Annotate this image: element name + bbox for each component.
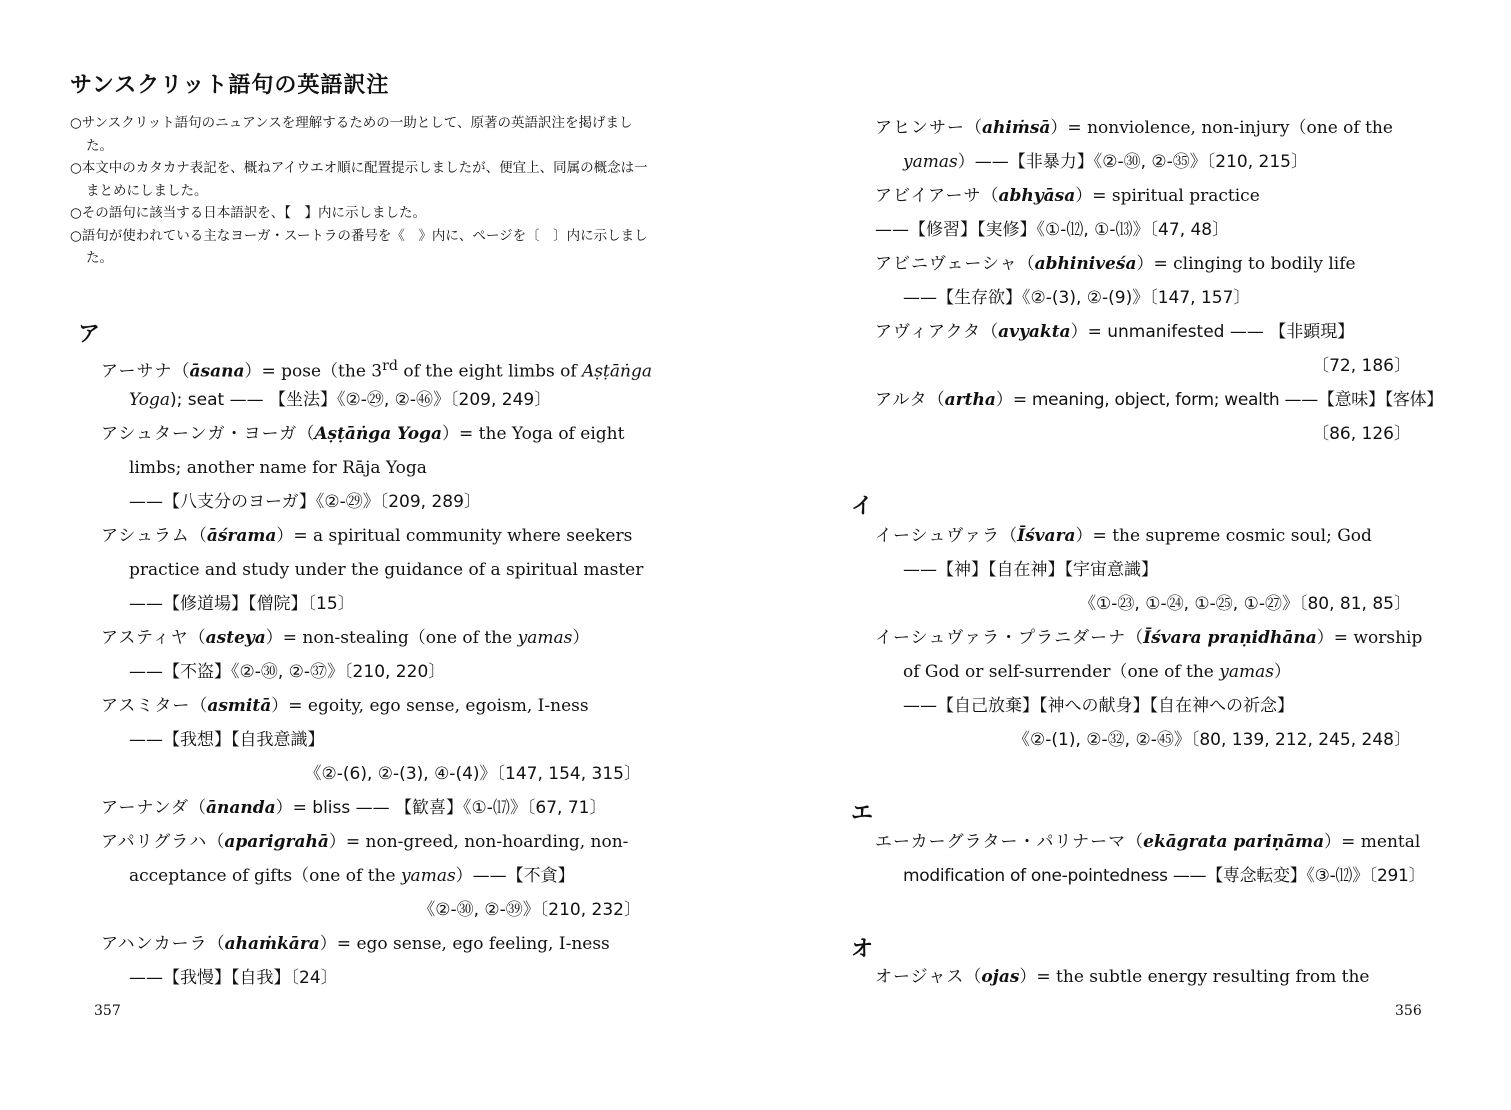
entry-avyakta: アヴィアクタ（avyakta）= unmanifested —— 【非顕現】 (875, 322, 1355, 342)
entry-translation: ）——【不貪】 (455, 866, 575, 886)
entry-abhinivesha: アビニヴェーシャ（abhiniveśa）= clinging to bodily life (875, 254, 1356, 274)
entry-term: アスティヤ (101, 628, 189, 648)
entry-definition: = the Yoga of eight (459, 424, 625, 444)
entry-sanskrit: artha (944, 390, 996, 410)
entry-abhyasa: アビイアーサ（abhyāsa）= spiritual practice (875, 186, 1260, 206)
entry-definition: = ego sense, ego feeling, I-ness (336, 934, 610, 954)
entry-continuation (875, 145, 1411, 179)
entry-definition: = bliss —— 【歓喜】《①-⒄》〔67, 71〕 (292, 798, 607, 818)
entry-asteya: アスティヤ（asteya）= non-stealing（one of the yamas） (101, 628, 590, 648)
entry-term: アスミター (101, 696, 191, 716)
entry-references: modification of one-pointedness ——【専念転変】《③-⑿》〔291〕 (903, 866, 1426, 886)
entry-sanskrit: aparigrahā (224, 832, 329, 852)
entry-references: 〔72, 186〕 (1312, 356, 1411, 376)
entry-sanskrit: abhiniveśa (1034, 254, 1137, 274)
entry-references: 《②-㉚, ②-㊴》〔210, 232〕 (418, 900, 641, 920)
entry-sanskrit: Īśvara (1017, 526, 1076, 546)
left-page (0, 0, 755, 1110)
entry-emphasis: yamas (400, 866, 456, 886)
entry-references: ); seat —— 【坐法】《②-㉙, ②-㊻》〔209, 249〕 (170, 390, 552, 410)
entry-ojas: オージャス（ojas）= the subtle energy resulting from the (875, 967, 1370, 987)
entry-term: アシュターンガ・ヨーガ (101, 424, 298, 444)
glossary-entries-i (875, 519, 1423, 757)
entry-continuation (101, 383, 641, 417)
entry-term: イーシュヴァラ (875, 526, 1001, 546)
right-page (755, 0, 1511, 1110)
intro-note: ○語句が使われている主なヨーガ・スートラの番号を《 》内に、ページを〔 〕内に示しました。 (70, 227, 648, 266)
entry-artha: アルタ（artha）= meaning, object, form; wealth ——【意味】【客体】 (875, 390, 1444, 410)
section-heading-i: イ (851, 494, 874, 519)
entry-definition: of God or self-surrender（one of the (903, 662, 1220, 682)
glossary-entries-a (875, 111, 1444, 451)
entry-definition: of the eight limbs of (397, 361, 583, 382)
entry-emphasis: Aṣṭāṅga (582, 361, 652, 382)
entry-references: 〔86, 126〕 (1312, 424, 1411, 444)
glossary-entries-e (875, 825, 1426, 893)
entry-definition: = unmanifested —— 【非顕現】 (1087, 322, 1355, 342)
entry-translation: ——【神】【自在神】【宇宙意識】 (903, 560, 1158, 580)
entry-definition: = the subtle energy resulting from the (1036, 967, 1370, 987)
entry-emphasis: yamas (903, 152, 958, 172)
entry-emphasis: Yoga (129, 390, 170, 410)
entry-term: アヒンサー (875, 118, 965, 138)
page-number: 357 (94, 1003, 121, 1019)
entry-sanskrit: asmitā (207, 696, 272, 716)
entry-ekagrata-parinama: エーカーグラター・パリナーマ（ekāgrata pariṇāma）= mental (875, 832, 1421, 852)
intro-note: ○サンスクリット語句のニュアンスを理解するための一助として、原著の英語訳注を掲げました。 (70, 115, 633, 154)
entry-references: ——【修習】【実修】《①-⑿, ①-⒀》〔47, 48〕 (875, 220, 1230, 240)
entry-references: ）——【非暴力】《②-㉚, ②-㉟》〔210, 215〕 (957, 152, 1308, 172)
entry-references: 《①-㉓, ①-㉔, ①-㉕, ①-㉗》〔80, 81, 85〕 (1079, 594, 1411, 614)
entry-references: 《②-(1), ②-㉜, ②-㊺》〔80, 139, 212, 245, 248〕 (1013, 730, 1411, 750)
entry-ananda: アーナンダ（ānanda）= bliss —— 【歓喜】《①-⒄》〔67, 71〕 (101, 798, 607, 818)
entry-definition: acceptance of gifts（one of the (129, 866, 401, 886)
entry-term: アヴィアクタ (875, 322, 982, 342)
entry-term: アビニヴェーシャ (875, 254, 1018, 274)
entry-continuation (875, 655, 1411, 689)
entry-definition: = nonviolence, non-injury（one of the (1067, 118, 1393, 138)
glossary-entries-o (875, 960, 1411, 994)
section-heading-e: エ (851, 801, 874, 826)
entry-continuation (101, 859, 641, 893)
entry-references: ——【八支分のヨーガ】《②-㉙》〔209, 289〕 (129, 492, 481, 512)
entry-aparigraha: アパリグラハ（aparigrahā）= non-greed, non-hoarding, non- (101, 832, 629, 852)
entry-asmita: アスミター（asmitā）= egoity, ego sense, egoism, I-ness (101, 696, 589, 716)
entry-asana: アーサナ（āsana）= pose（the 3rd of the eight limbs of Aṣṭāṅga (101, 358, 652, 382)
entry-definition: = meaning, object, form; wealth ——【意味】【客体】 (1012, 390, 1444, 410)
ordinal-suffix: rd (382, 358, 398, 374)
entry-definition: = the supreme cosmic soul; God (1092, 526, 1372, 546)
entry-translation: ——【我想】【自我意識】 (129, 730, 325, 750)
page-number: 356 (1395, 1003, 1422, 1019)
entry-definition: = egoity, ego sense, egoism, I-ness (288, 696, 589, 716)
entry-definition: = a spiritual community where seekers (293, 526, 633, 546)
entry-definition: ） (1274, 662, 1291, 682)
entry-term: アパリグラハ (101, 832, 208, 852)
entry-ashtanga-yoga: アシュターンガ・ヨーガ（Aṣṭāṅga Yoga）= the Yoga of eight (101, 424, 625, 444)
intro-note: ○本文中のカタカナ表記を、概ねアイウエオ順に配置提示しましたが、便宜上、同属の概念は一まとめにしました。 (70, 160, 648, 199)
entry-ahimsa: アヒンサー（ahiṁsā）= nonviolence, non-injury（one of the (875, 118, 1393, 138)
entry-references: ——【不盗】《②-㉚, ②-㊲》〔210, 220〕 (129, 662, 446, 682)
entry-sanskrit: ānanda (205, 798, 276, 818)
entry-sanskrit: ekāgrata pariṇāma (1143, 832, 1325, 852)
entry-translation: ——【自己放棄】【神への献身】【自在神への祈念】 (903, 696, 1294, 716)
entry-sanskrit: ojas (981, 967, 1020, 987)
section-heading-o: オ (851, 937, 874, 962)
entry-definition: = clinging to bodily life (1153, 254, 1356, 274)
intro-notes (70, 112, 650, 270)
entry-ashrama: アシュラム（āśrama）= a spiritual community where seekers (101, 526, 633, 546)
entry-sanskrit: asteya (205, 628, 266, 648)
entry-definition: = spiritual practice (1092, 186, 1260, 206)
entry-emphasis: yamas (1219, 662, 1274, 682)
entry-continuation: practice and study under the guidance of a spiritual master (129, 560, 644, 580)
entry-term: アシュラム (101, 526, 190, 546)
entry-term: アーサナ (101, 361, 173, 382)
entry-definition: = worship (1333, 628, 1423, 648)
entry-term: イーシュヴァラ・プラニダーナ (875, 628, 1127, 648)
entry-term: アビイアーサ (875, 186, 982, 206)
section-heading-a: ア (78, 322, 101, 347)
entry-ahamkara: アハンカーラ（ahaṁkāra）= ego sense, ego feeling, I-ness (101, 934, 610, 954)
entry-references: ——【我慢】【自我】〔24〕 (129, 968, 338, 988)
entry-sanskrit: Aṣṭāṅga Yoga (314, 424, 443, 444)
entry-sanskrit: ahaṁkāra (224, 934, 320, 954)
entry-ishvara: イーシュヴァラ（Īśvara）= the supreme cosmic soul; God (875, 526, 1372, 546)
entry-definition: = non-stealing（one of the (282, 628, 518, 648)
entry-references: ——【修道場】【僧院】〔15〕 (129, 594, 355, 614)
entry-term: アルタ (875, 390, 928, 410)
glossary-entries-left (101, 349, 652, 995)
entry-definition: = mental (1341, 832, 1421, 852)
entry-sanskrit: āśrama (206, 526, 277, 546)
entry-sanskrit: ahiṁsā (982, 118, 1051, 138)
entry-continuation: limbs; another name for Rāja Yoga (129, 458, 427, 478)
entry-references: 《②-(6), ②-(3), ④-(4)》〔147, 154, 315〕 (304, 764, 641, 784)
entry-term: オージャス (875, 967, 965, 987)
intro-note: ○その語句に該当する日本語訳を、【 】内に示しました。 (70, 205, 427, 221)
entry-term: アーナンダ (101, 798, 189, 818)
page-title: サンスクリット語句の英語訳注 (70, 73, 390, 98)
entry-definition: = pose（the 3 (261, 361, 383, 382)
entry-references: ——【生存欲】《②-(3), ②-(9)》〔147, 157〕 (903, 288, 1251, 308)
entry-term: エーカーグラター・パリナーマ (875, 832, 1127, 852)
entry-sanskrit: avyakta (998, 322, 1071, 342)
entry-definition: ） (572, 628, 590, 648)
entry-sanskrit: āsana (189, 361, 245, 382)
entry-ishvara-pranidhana: イーシュヴァラ・プラニダーナ（Īśvara praṇidhāna）= worship (875, 628, 1423, 648)
entry-term: アハンカーラ (101, 934, 208, 954)
entry-sanskrit: Īśvara praṇidhāna (1143, 628, 1317, 648)
entry-emphasis: yamas (517, 628, 573, 648)
entry-definition: = non-greed, non-hoarding, non- (345, 832, 629, 852)
entry-sanskrit: abhyāsa (998, 186, 1076, 206)
